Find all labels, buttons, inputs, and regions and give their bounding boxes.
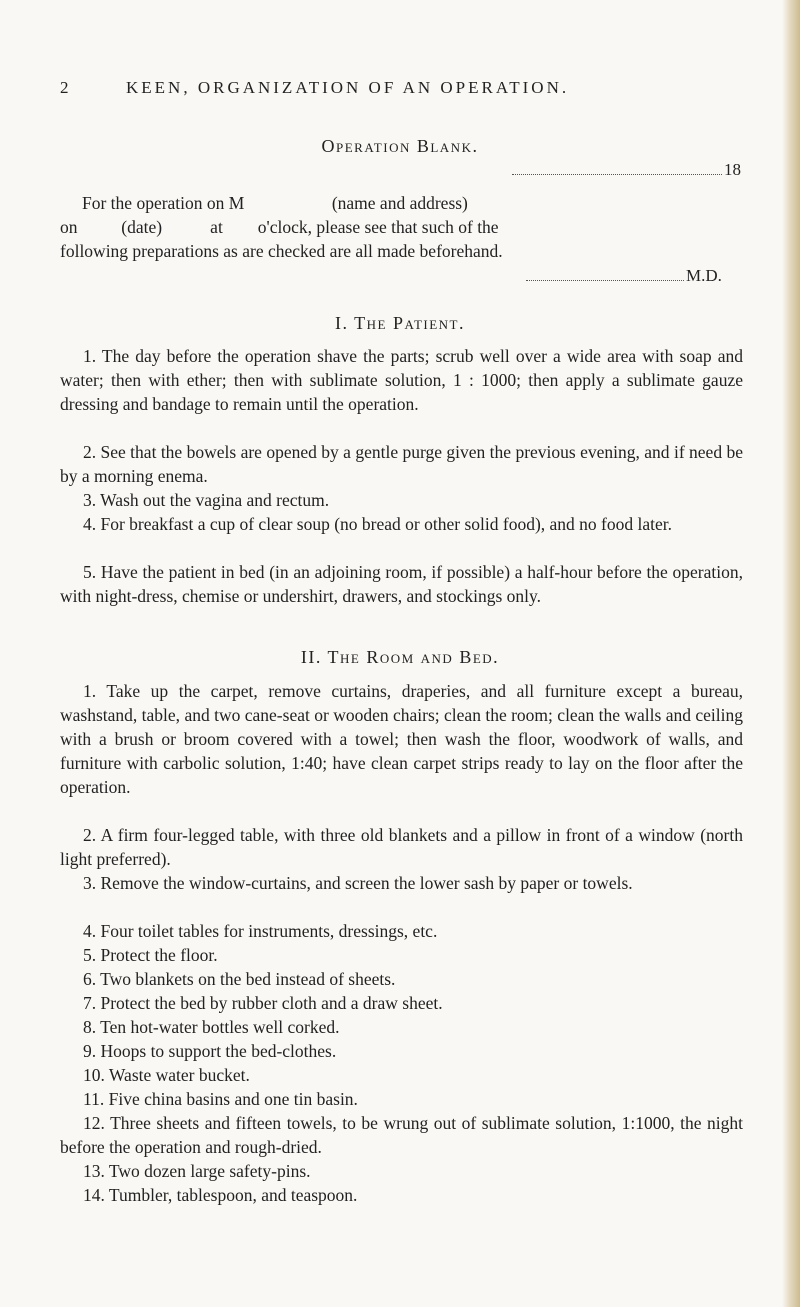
form-line-3: following preparations as are checked are all made beforehand. (60, 241, 503, 261)
form-line-1: For the operation on M (name and address) (82, 193, 468, 213)
list-item: 10. Waste water bucket. (83, 1065, 250, 1085)
form-line-2: on (date) at o'clock, please see that such of the (60, 217, 499, 237)
list-item: 12. Three sheets and fifteen towels, to be wrung out of sublimate solution, 1:1000, the night before the operation and rough-dried. (60, 1113, 743, 1157)
page-title: Operation Blank. (321, 136, 479, 156)
list-item: 1. The day before the operation shave the parts; scrub well over a wide area with soap and water; then with ether; then with sublimate solution, 1 : 1000; then apply a sublimate gauze dressing and bandage to remain until the operation. (60, 346, 743, 414)
running-head (60, 78, 740, 98)
list-item: 1. Take up the carpet, remove curtains, draperies, and all furniture except a bureau, washstand, table, and two cane-seat or wooden chairs; clean the room; clean the walls and ceiling with a brush or broom covered with a towel; then wash the floor, woodwork of walls, and furniture with carbolic solution, 1:40; have clean carpet strips ready to lay on the floor after the operation. (60, 681, 743, 797)
list-item: 2. A firm four-legged table, with three old blankets and a pillow in front of a window (north light preferred). (60, 825, 743, 869)
signature-suffix: M.D. (686, 266, 722, 285)
list-item: 11. Five china basins and one tin basin. (83, 1089, 358, 1109)
signature-line (526, 266, 722, 286)
list-item: 6. Two blankets on the bed instead of sheets. (83, 969, 396, 989)
running-head-text: KEEN, ORGANIZATION OF AN OPERATION. (126, 78, 570, 97)
list-item: 8. Ten hot-water bottles well corked. (83, 1017, 340, 1037)
section-heading-room-and-bed: II. The Room and Bed. (300, 647, 500, 667)
list-item: 13. Two dozen large safety-pins. (83, 1161, 311, 1181)
list-item: 3. Wash out the vagina and rectum. (83, 490, 330, 510)
date-line (512, 160, 741, 180)
list-item: 5. Have the patient in bed (in an adjoining room, if possible) a half-hour before the operation, with night-dress, chemise or undershirt, drawers, and stockings only. (60, 562, 743, 606)
list-item: 14. Tumbler, tablespoon, and teaspoon. (83, 1185, 358, 1205)
list-item: 4. Four toilet tables for instruments, dressings, etc. (83, 921, 438, 941)
list-item: 7. Protect the bed by rubber cloth and a draw sheet. (83, 993, 443, 1013)
list-item: 3. Remove the window-curtains, and screen the lower sash by paper or towels. (83, 873, 633, 893)
signature-dotted-leader (526, 279, 684, 281)
list-item: 9. Hoops to support the bed-clothes. (83, 1041, 337, 1061)
date-dotted-leader (512, 173, 722, 175)
list-item: 2. See that the bowels are opened by a gentle purge given the previous evening, and if need be by a morning enema. (60, 442, 743, 486)
section-heading-patient: I. The Patient. (335, 313, 465, 333)
page-number: 2 (60, 78, 69, 97)
list-item: 5. Protect the floor. (83, 945, 218, 965)
date-suffix: 18 (724, 160, 741, 179)
list-item: 4. For breakfast a cup of clear soup (no bread or other solid food), and no food later. (83, 514, 672, 534)
